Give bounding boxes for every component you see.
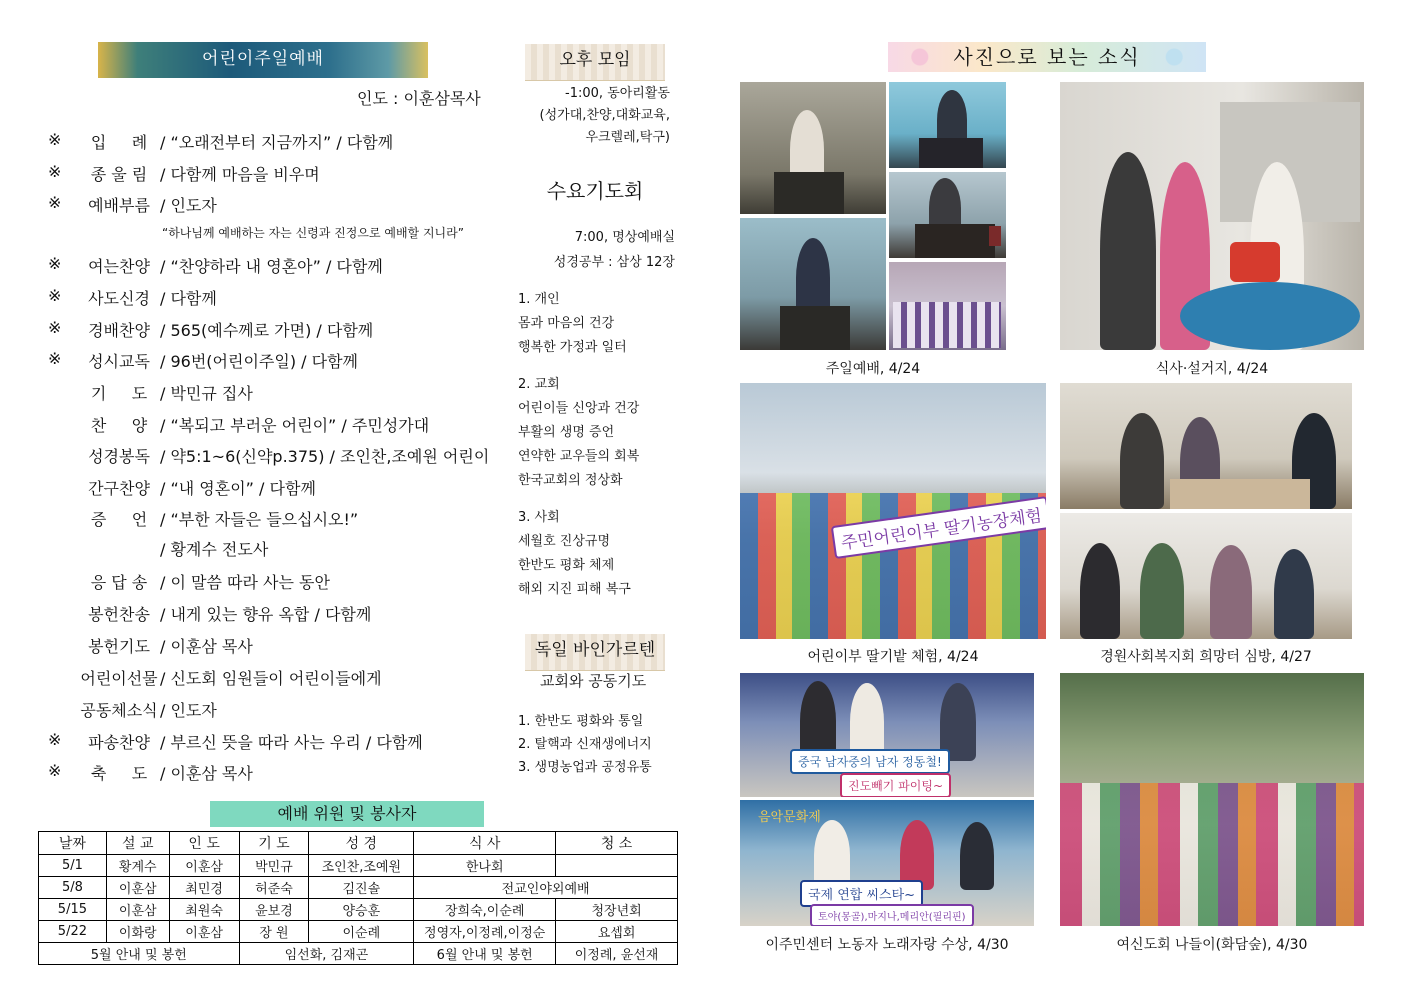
worship-leader: 인도 : 이훈삼목사: [357, 89, 481, 108]
order-label: 봉헌찬송: [88, 605, 150, 624]
migrant-banner-text-2: 국제 연합 씨스타~: [800, 880, 923, 907]
standing-mark: ※: [48, 318, 62, 337]
photo-caption: 이주민센터 노동자 노래자랑 수상, 4/30: [765, 937, 1009, 953]
migrant-photo-1: [740, 673, 1034, 797]
order-description: / “부한 자들은 들으십시오!”: [160, 510, 359, 529]
womens-outing-photo: [1060, 673, 1364, 926]
header-cell: 청 소: [556, 832, 678, 855]
afternoon-line: -1:00, 동아리활동: [565, 86, 670, 101]
order-label: 기 도: [90, 384, 148, 403]
table-cell: 6월 안내 및 봉헌: [414, 943, 556, 965]
afternoon-line: 우크렐레,탁구): [585, 130, 670, 145]
standing-mark: ※: [48, 254, 62, 273]
wednesday-prayer-title: 수요기도회: [546, 179, 644, 203]
home-visit-photo-1: [1060, 383, 1352, 509]
worship-photo-elder: [889, 172, 1006, 258]
table-cell: 이순례: [309, 921, 414, 943]
standing-mark: ※: [48, 761, 62, 780]
order-label: 성경봉독: [88, 447, 150, 466]
photo-caption: 경원사회복지회 희망터 심방, 4/27: [1100, 649, 1312, 665]
table-cell: 5/1: [39, 855, 107, 877]
table-cell: 윤보경: [239, 899, 309, 921]
order-label: 봉헌기도: [88, 637, 150, 656]
table-cell: 조인찬,조예원: [309, 855, 414, 877]
order-description: / 내게 있는 향유 옥합 / 다함께: [160, 605, 372, 624]
standing-mark: ※: [48, 286, 62, 305]
table-cell: 청장년회: [556, 899, 678, 921]
order-label: 사도신경: [88, 289, 150, 308]
table-cell: 양승훈: [309, 899, 414, 921]
order-description: / 인도자: [160, 196, 217, 215]
table-cell: 황계수: [106, 855, 169, 877]
worship-banner: 어린이주일예배: [98, 42, 428, 78]
table-cell: 장희숙,이순례: [414, 899, 556, 921]
header-cell: 날짜: [39, 832, 107, 855]
standing-mark: ※: [48, 130, 62, 149]
order-description: / 이 말씀 따라 사는 동안: [160, 573, 330, 592]
testimony-speaker: / 황계수 전도사: [160, 540, 269, 559]
order-label: 어린이선물: [80, 669, 158, 688]
home-visit-photo-2: [1060, 513, 1352, 639]
order-description: / 다함께: [160, 289, 217, 308]
order-description: / 부르신 뜻을 따라 사는 우리 / 다함께: [160, 733, 423, 752]
migrant-photo-2: [740, 800, 1034, 926]
table-cell: 정영자,이정례,이정순: [414, 921, 556, 943]
table-cell: 5월 안내 및 봉헌: [39, 943, 240, 965]
order-label: 축 도: [90, 764, 148, 783]
weingarten-item: 3. 생명농업과 공정유통: [518, 760, 652, 775]
migrant-stage-text: 음악문화제: [758, 810, 821, 825]
afternoon-line: (성가대,찬양,대화교육,: [539, 108, 670, 123]
table-cell: 요셉회: [556, 921, 678, 943]
order-description: / “복되고 부러운 어린이” / 주민성가대: [160, 416, 430, 435]
standing-mark: ※: [48, 162, 62, 181]
migrant-banner-text-2b: 토야(몽골),마지나,메리안(필리핀): [810, 904, 974, 926]
photo-caption: 여신도회 나들이(화담숲), 4/30: [1116, 937, 1308, 953]
weingarten-title: 독일 바인가르텐: [525, 634, 665, 671]
wednesday-line: 성경공부 : 삼상 12장: [553, 255, 675, 270]
order-label: 여는찬양: [88, 257, 150, 276]
weingarten-item: 2. 탈핵과 신재생에너지: [518, 737, 652, 752]
order-description: / 신도회 임원들이 어린이들에게: [160, 669, 382, 688]
order-description: / 약5:1~6(신약p.375) / 조인찬,조예원 어린이: [160, 447, 490, 466]
table-cell: 한나회: [414, 855, 556, 877]
order-description: / 박민규 집사: [160, 384, 253, 403]
order-label: 성시교독: [88, 352, 150, 371]
migrant-banner-text-1b: 진도빼기 파이팅~: [840, 773, 951, 797]
weingarten-subtitle: 교회와 공동기도: [540, 672, 647, 690]
table-cell: 이훈삼: [169, 921, 239, 943]
strawberry-farm-photo: [740, 383, 1046, 639]
header-cell: 기 도: [239, 832, 309, 855]
prayer-item: 해외 지진 피해 복구: [518, 582, 631, 597]
header-cell: 인 도: [169, 832, 239, 855]
afternoon-meeting-title: 오후 모임: [525, 44, 665, 81]
prayer-item: 한국교회의 정상화: [518, 473, 623, 488]
prayer-item: 몸과 마음의 건강: [518, 316, 615, 331]
header-cell: 성 경: [309, 832, 414, 855]
photo-news-banner: 사진으로 보는 소식: [888, 42, 1206, 72]
prayer-group-head: 2. 교회: [518, 377, 560, 392]
order-description: / 인도자: [160, 701, 217, 720]
order-label: 간구찬양: [88, 479, 150, 498]
order-label: 파송찬양: [88, 733, 150, 752]
table-cell: 임선화, 김재곤: [239, 943, 414, 965]
table-cell: 이정례, 윤선재: [556, 943, 678, 965]
prayer-group-society: [518, 506, 631, 602]
order-description: / 다함께 마음을 비우며: [160, 165, 320, 184]
table-cell: 이화랑: [106, 921, 169, 943]
standing-mark: ※: [48, 730, 62, 749]
table-row-footer: [39, 943, 678, 965]
header-cell: 식 사: [414, 832, 556, 855]
order-label: 예배부름: [88, 196, 150, 215]
prayer-group-church: [518, 373, 639, 493]
weingarten-item: 1. 한반도 평화와 통일: [518, 714, 644, 729]
order-description: / 96번(어린이주일) / 다함께: [160, 352, 358, 371]
staff-table: [38, 831, 678, 965]
table-cell: 최원숙: [169, 899, 239, 921]
order-description: / 이훈삼 목사: [160, 637, 253, 656]
table-row: [39, 855, 678, 877]
standing-mark: ※: [48, 349, 62, 368]
table-cell: 전교인야외예배: [414, 877, 678, 899]
call-to-worship-verse: “하나님께 예배하는 자는 신령과 진정으로 예배할 지니라”: [162, 226, 464, 240]
order-label: 공동체소식: [80, 701, 158, 720]
order-label: 입 례: [90, 133, 148, 152]
prayer-item: 어린이들 신앙과 건강: [518, 401, 640, 416]
table-cell: 이훈삼: [106, 899, 169, 921]
photo-caption: 어린이부 딸기밭 체험, 4/24: [807, 649, 979, 665]
table-cell: 이훈삼: [106, 877, 169, 899]
prayer-group-head: 1. 개인: [518, 292, 560, 307]
table-cell: 5/15: [39, 899, 107, 921]
table-cell: [556, 855, 678, 877]
table-cell: 김진솔: [309, 877, 414, 899]
table-cell: 허준숙: [239, 877, 309, 899]
migrant-banner-text-1: 중국 남자중의 남자 정동철!: [790, 749, 950, 774]
table-row: [39, 877, 678, 899]
prayer-item: 세월호 진상규명: [518, 534, 611, 549]
order-label: 경배찬양: [88, 321, 150, 340]
order-description: / “찬양하라 내 영혼아” / 다함께: [160, 257, 383, 276]
weingarten-list: [518, 710, 652, 779]
staff-banner: 예배 위원 및 봉사자: [210, 801, 484, 827]
table-cell: 5/22: [39, 921, 107, 943]
wednesday-line: 7:00, 명상예배실: [574, 230, 675, 245]
order-label: 찬 양: [90, 416, 148, 435]
table-cell: 장 원: [239, 921, 309, 943]
table-cell: 5/8: [39, 877, 107, 899]
prayer-item: 행복한 가정과 일터: [518, 340, 627, 355]
order-label: 응 답 송: [90, 573, 148, 592]
prayer-item: 한반도 평화 체제: [518, 558, 615, 573]
staff-table-header: [39, 832, 678, 855]
table-row: [39, 899, 678, 921]
order-label: 종 울 림: [90, 165, 148, 184]
order-description: / “내 영혼이” / 다함께: [160, 479, 316, 498]
kitchen-photo: [1060, 82, 1364, 350]
header-cell: 설 교: [106, 832, 169, 855]
photo-caption: 식사·설거지, 4/24: [1155, 361, 1269, 377]
worship-photo-speaker: [740, 82, 886, 214]
worship-photo-choir: [889, 262, 1006, 350]
kids-banner-text: 주민어린이부 딸기농장체험: [831, 496, 1046, 559]
order-description: / “오래전부터 지금까지” / 다함께: [160, 133, 394, 152]
table-cell: 이훈삼: [169, 855, 239, 877]
prayer-group-personal: [518, 288, 627, 360]
worship-photo-reader: [889, 82, 1006, 168]
table-cell: 최민경: [169, 877, 239, 899]
table-row: [39, 921, 678, 943]
worship-photo-woman: [740, 218, 886, 350]
prayer-item: 부활의 생명 증언: [518, 425, 615, 440]
table-cell: 박민규: [239, 855, 309, 877]
order-label: 증 언: [90, 510, 148, 529]
photo-caption: 주일예배, 4/24: [825, 361, 921, 377]
standing-mark: ※: [48, 193, 62, 212]
order-description: / 이훈삼 목사: [160, 764, 253, 783]
prayer-group-head: 3. 사회: [518, 510, 560, 525]
prayer-item: 연약한 교우들의 회복: [518, 449, 640, 464]
order-description: / 565(예수께로 가면) / 다함께: [160, 321, 374, 340]
